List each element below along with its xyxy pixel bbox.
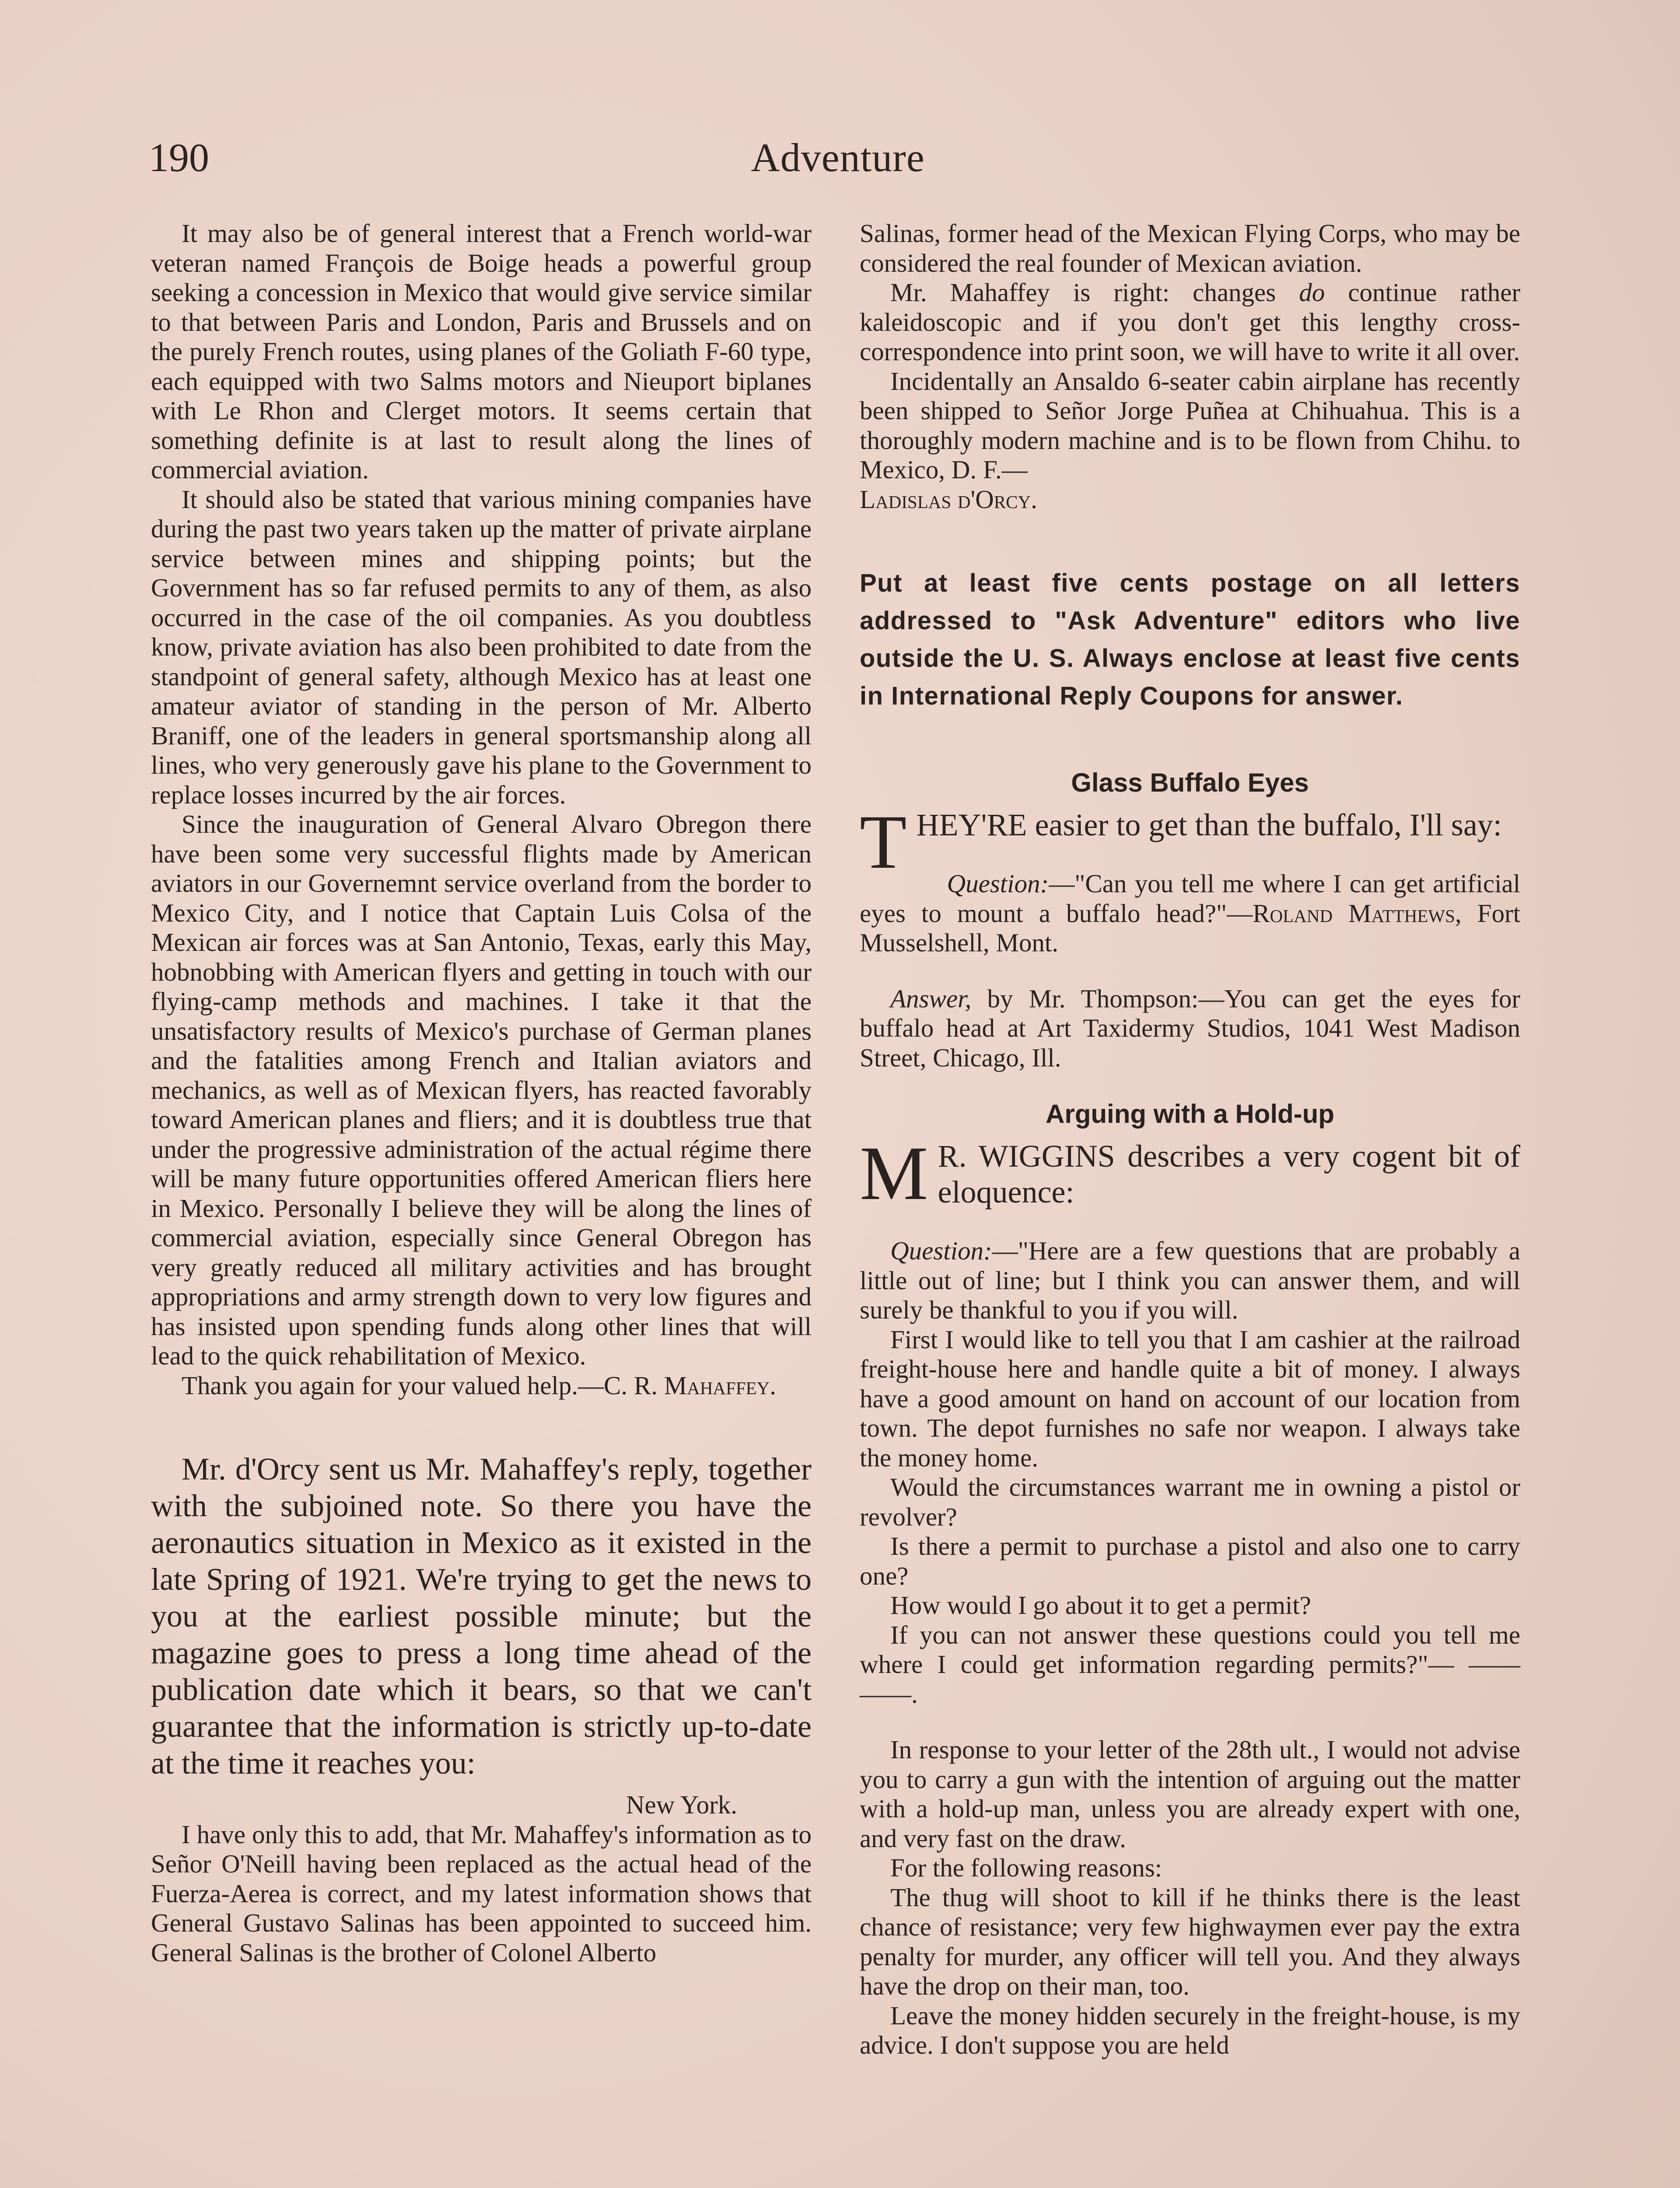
paragraph: How would I go about it to get a permit? [890,1591,1311,1620]
signature: Mahaffey. [664,1371,777,1400]
drop-cap: T [860,799,907,885]
dateline: New York. [626,1790,737,1819]
paragraph: It may also be of general interest that a French world-war veteran named François de Boige heads a powerful group seeking a concession in Mexico that would give service similar to that between Paris and London, Paris and Brussels and on the purely French routes, using planes of the Goliath F-60 type, each equipped with two Salms motors and Nieuport biplanes with Le Rhon and Clerget motors. It seems certain that something definite is at last to result along the lines of commercial aviation. [151,219,812,484]
paragraph: For the following reasons: [890,1853,1162,1882]
section-lead: M R. WIGGINS describes a very cogent bit of eloquence: [860,1131,1520,1216]
paragraph: Is there a permit to purchase a pistol and also one to carry one? [860,1532,1520,1590]
right-column [860,219,1520,2188]
paragraph: The thug will shoot to kill if he thinks there is the least chance of resistance; very few highwaymen ever pay the extra penalty for murder, any officer will tell you. And they always have the drop on their man, too. [860,1883,1520,2000]
paragraph: Would the circumstances warrant me in owning a pistol or revolver? [860,1473,1520,1531]
editorial-note: Mr. d'Orcy sent us Mr. Mahaffey's reply, together with the subjoined note. So there you have the aeronautics situation in Mexico as it existed in the late Spring of 1921. We're trying to get the news to you at the earliest possible minute; but the magazine goes to press a long time ahead of the publication date which it bears, so that we can't guarantee that the information is strictly up-to-date at the time it reaches you: [151,1452,812,1781]
paragraph: If you can not answer these questions could you tell me where I could get information regarding permits?"— —— ——. [860,1620,1520,1708]
closing-text: Thank you again for your valued help.—C. R. [182,1371,658,1400]
answer: Answer, by Mr. Thompson:—You can get the eyes for buffalo head at Art Taxidermy Studios, 1041 West Madison Street, Chicago, Ill. [860,984,1521,1072]
paragraph: Incidentally an Ansaldo 6-seater cabin airplane has recently been shipped to Señor Jorge Puñea at Chihuahua. This is a thoroughly modern machine and is to be flown from Chihu. to Mexico, D. F.— Ladislas d'Orcy. [860,366,1520,514]
paragraph: Since the inauguration of General Alvaro Obregon there have been some very successful flights made by American aviators in our Governemnt service overland from the border to Mexico City, and I notice that Captain Luis Colsa of the Mexican air forces was at San Antonio, Texas, early this May, hobnobbing with American flyers and getting in touch with our flying-camp methods and machines. I take it that the unsatisfactory results of Mexico's purchase of German planes and the fatalities among French and Italian aviators and mechanics, as well as of Mexican flyers, has reacted favorably toward American planes and fliers; and it is doubtless true that under the progressive administration of the actual régime there will be many future opportunities offered American fliers here in Mexico. Personally I believe they will be along the lines of commercial aviation, especially since General Obregon has very greatly reduced all military activities and has brought appropriations and army strength down to very low figures and has insisted upon spending funds along other lines that will lead to the quick rehabilitation of Mexico. [151,810,812,1370]
paragraph: Leave the money hidden securely in the freight-house, is my advice. I don't suppose you are held [860,2001,1520,2059]
section-heading-glass-buffalo-eyes: Glass Buffalo Eyes [1071,768,1309,797]
paragraph: I have only this to add, that Mr. Mahaffey's information as to Señor O'Neill having been replaced as the actual head of the Fuerza-Aerea is correct, and my latest information shows that General Gustavo Salinas has been appointed to succeed him. General Salinas is the brother of Colonel Alberto [151,1820,812,1967]
question: Question:—"Can you tell me where I can get artificial eyes to mount a buffalo head?"—Roland Matthews, Fort Musselshell, Mont. [860,869,1521,957]
postage-notice: Put at least five cents postage on all letters addressed to "Ask Adventure" editors who live outside the U. S. Always enclose at least five cents in International Reply Coupons for answer. [860,569,1520,710]
running-title: Adventure [751,135,925,180]
section-lead: THEY'RE easier to get than the buffalo, I'll say: [860,799,1502,885]
signature: Ladislas d'Orcy. [860,484,1037,514]
paragraph: First I would like to tell you that I am cashier at the railroad freight-house here and handle quite a bit of money. I always have a good amount on hand on account of our location from town. The depot furnishes no safe nor weapon. I always take the money home. [860,1325,1520,1472]
emphasis: do [1299,278,1325,307]
paragraph: Mr. Mahaffey is right: changes do continue rather kaleidoscopic and if you don't get this lengthy cross-correspondence into print soon, we will have to write it all over. [860,278,1520,366]
drop-cap: M [860,1131,928,1216]
left-column [151,219,812,2188]
page-header [149,131,1527,188]
page-number: 190 [149,135,209,180]
letter-closing [151,1371,812,1401]
section-heading-arguing-with-hold-up: Arguing with a Hold-up [1046,1099,1334,1129]
question: Question:—"Here are a few questions that are probably a little out of line; but I think you can answer them, and will surely be thankful to you if you will. [860,1236,1520,1324]
paragraph: Salinas, former head of the Mexican Flying Corps, who may be considered the real founder of Mexican aviation. [860,219,1520,277]
paragraph: It should also be stated that various mining companies have during the past two years taken up the matter of private airplane service between mines and shipping points; but the Government has so far refused permits to any of them, as also occurred in the case of the oil companies. As you doubtless know, private aviation has also been prohibited to date from the standpoint of general safety, although Mexico has at least one amateur aviator of standing in the person of Mr. Alberto Braniff, one of the leaders in general sportsmanship along all lines, who very generously gave his plane to the Government to replace losses incurred by the air forces. [151,484,812,809]
paragraph: In response to your letter of the 28th ult., I would not advise you to carry a gun with the intention of arguing out the matter with a hold-up man, unless you are already expert with one, and very fast on the draw. [860,1735,1520,1853]
